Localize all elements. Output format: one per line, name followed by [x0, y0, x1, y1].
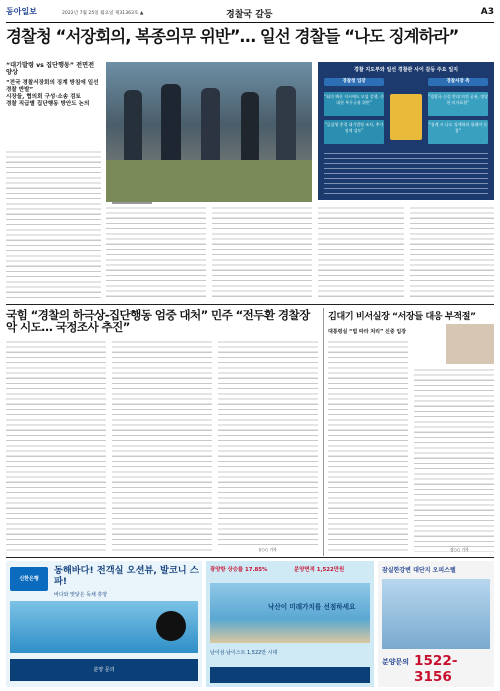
article3-body-col1: [328, 340, 408, 552]
section-divider: [6, 304, 494, 305]
infobox-center-badge: [390, 94, 422, 140]
infobox-notes: [324, 152, 488, 196]
ad2-top: 광양항 상승률 17.85%: [210, 567, 268, 573]
article3-headline: 김대기 비서실장 “서장들 대응 부적절”: [328, 311, 476, 322]
ad2-footer: [210, 667, 370, 683]
article1-body-col3: [212, 206, 312, 300]
article3-byline: 장○○ 기자: [450, 547, 469, 552]
ad1-badge: 신한은행: [10, 567, 48, 591]
ad-banner-resort[interactable]: [6, 561, 202, 687]
photo-person: [241, 92, 259, 160]
article1-body-col1: [6, 150, 101, 300]
deck-line: “전국 경찰서장회의 징계 방침에 일선 경찰 반발”: [6, 80, 99, 93]
deck-line: 시장들, 협의회 구성·소송 검토: [6, 94, 81, 100]
photo-person: [201, 88, 220, 160]
ad-banner-apartment[interactable]: [206, 561, 374, 687]
deck-line: 경찰 직급별 집단행동 방안도 논의: [6, 101, 90, 107]
article1-deck: [6, 62, 101, 108]
article2-body-col3: [218, 340, 318, 546]
photo-person: [161, 84, 181, 160]
infobox-left-item: “회의 해산 지시에도 모임 강행, 중대한 복무규율 위반”: [324, 92, 384, 116]
ad1-title: 동해바다! 전객실 오션뷰, 발코니 스파!: [54, 565, 199, 587]
ad3-building-image: [382, 579, 490, 649]
ad1-subtitle: 바다와 맞닿은 독채 휴양: [54, 592, 108, 598]
infobox-title: 경찰 지도부와 일선 경찰관 사이 갈등 주요 일지: [354, 67, 458, 73]
section-title: 경찰국 갈등: [226, 10, 273, 20]
ad2-top2: 분양면적 1,522만원: [294, 567, 345, 573]
ad1-footer: 분양 문의: [10, 659, 198, 681]
article2-body-col2: [112, 340, 212, 552]
article1-body-col2: [106, 206, 206, 300]
newspaper-logo: 동아일보: [6, 7, 37, 16]
photo-person: [124, 90, 142, 160]
article1-body-col5: [410, 206, 494, 300]
deck-line: “대기발령 vs 집단행동” 전면전 양상: [6, 62, 95, 76]
infobox-right-item: “경찰국 신설 반대 의견 공유, 정당한 의사표현”: [428, 92, 488, 116]
ad-banner-officetel[interactable]: [378, 561, 494, 687]
masthead: [6, 4, 494, 23]
article2-body-col1: [6, 340, 106, 552]
infobox-left-item: “류삼영 총경 대기발령 조치, 추가 징계 검토”: [324, 120, 384, 144]
photo-ground: [106, 160, 312, 202]
ad2-subtitle: 남이섬·남이스트 1,522만 시대: [210, 650, 278, 656]
ad3-title: 잠실한강변 대단지 오피스텔: [382, 567, 456, 574]
article2-byline: 유○○ 기자: [258, 547, 277, 552]
column-divider: [323, 308, 324, 556]
news-photo: [106, 62, 312, 202]
ad3-phone: 1522-3156: [414, 653, 458, 685]
article3-subhead: 대통령실 “법 따라 처리” 신중 입장: [328, 329, 407, 335]
ad1-logo: [156, 611, 186, 641]
main-headline: 경찰청 “서장회의, 복종의무 위반”… 일선 경찰들 “나도 징계하라”: [6, 27, 459, 46]
ad3-call-label: 분양문의: [382, 658, 410, 666]
infobox-right-header: 경찰서장 측: [428, 78, 488, 86]
photo-person: [276, 86, 296, 160]
ad2-image: [210, 583, 370, 643]
infobox: [318, 62, 494, 200]
article2-headline: 국힘 “경찰의 하극상-집단행동 엄중 대처” 민주 “전두환 경찰장악 시도… 국정조사 추진”: [6, 308, 310, 335]
page-number: A3: [480, 7, 494, 17]
infobox-left-header: 경찰청 입장: [324, 78, 384, 86]
infobox-right-item: “징계 시 나도 징계하라 릴레이 동참”: [428, 120, 488, 144]
article1-body-col4: [318, 206, 404, 300]
article3-body-col2: [414, 368, 494, 552]
ad2-title: 낙산이 미래가치를 선점하세요: [268, 603, 356, 611]
article3-photo: [446, 324, 494, 364]
ad-divider: [6, 557, 494, 558]
dateline: 2022년 7월 25일 월요일 제31363호 ▲: [62, 11, 144, 16]
